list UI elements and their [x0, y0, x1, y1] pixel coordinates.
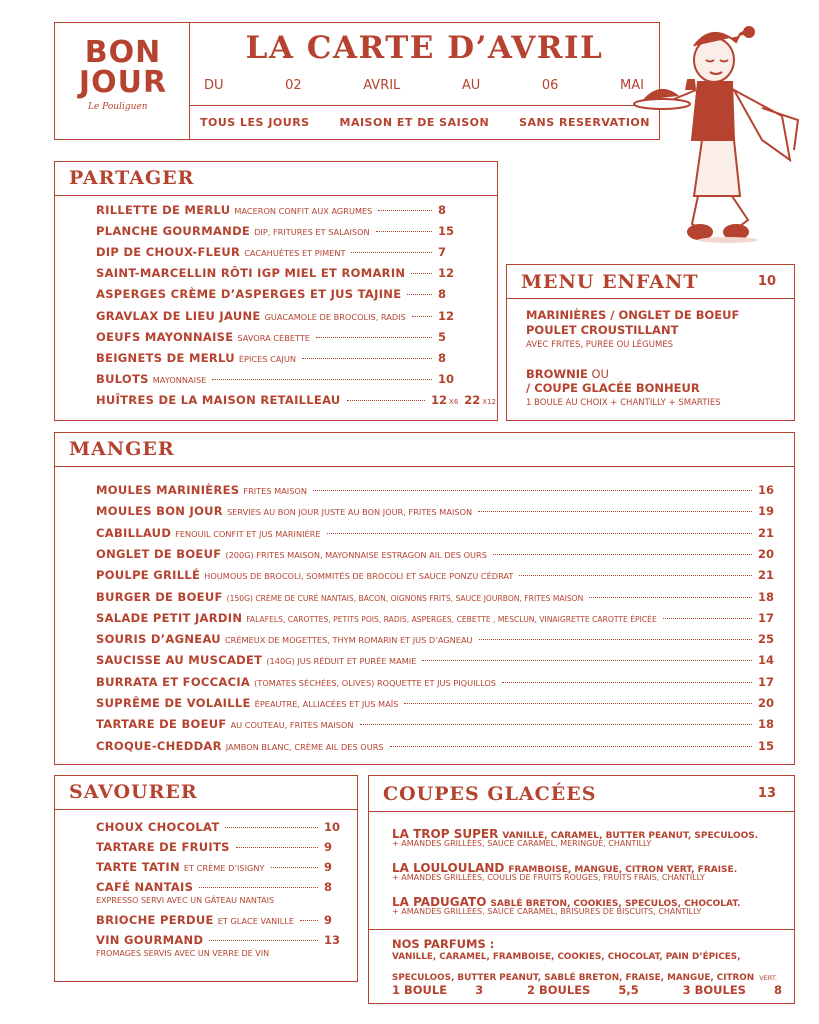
section-manger-title: MANGER — [69, 438, 175, 460]
section-enfant-header — [507, 265, 794, 299]
menu-item-price: 25 — [758, 632, 775, 647]
menu-item — [96, 526, 776, 540]
menu-item — [96, 203, 456, 217]
boule-3-price: 8 — [773, 983, 782, 997]
coupe-name: LA TROP SUPER — [392, 827, 499, 841]
coupe-extra: + AMANDES GRILLÉES, SAUCE CARAMEL, BRISURES DE BISCUITS, CHANTILLY — [392, 907, 702, 916]
menu-item-name: TARTARE DE BOEUF — [96, 717, 227, 732]
boule-1-label: 1 BOULE — [392, 983, 448, 997]
dot-leader — [407, 294, 432, 295]
menu-item-price: 17 — [758, 610, 775, 625]
section-partager-title: PARTAGER — [69, 167, 195, 189]
date-end-day: 06 — [541, 78, 559, 93]
menu-item-name: OEUFS MAYONNAISE — [96, 329, 234, 344]
boule-2-price: 5,5 — [618, 983, 639, 997]
menu-item-desc: DIP, FRITURES ET SALAISON — [254, 227, 370, 238]
date-end-month: MAI — [620, 78, 644, 93]
menu-item-name: CROQUE-CHEDDAR — [96, 738, 222, 753]
menu-item-note: EXPRESSO SERVI AVEC UN GÂTEAU NANTAIS — [96, 896, 275, 905]
menu-item-price: 10 — [438, 371, 455, 386]
menu-item-price: 7 — [438, 245, 447, 260]
date-row — [204, 78, 644, 93]
dot-leader — [327, 533, 752, 534]
dot-leader — [478, 511, 752, 512]
menu-item — [96, 504, 776, 518]
enfant-price: 10 — [757, 274, 776, 289]
menu-item — [96, 880, 342, 894]
menu-item-price: 19 — [758, 504, 775, 519]
enfant-main-line1: MARINIÈRES / ONGLET DE BOEUF — [526, 308, 740, 322]
menu-item-desc: CACAHUÈTES ET PIMENT — [244, 248, 346, 259]
menu-item — [96, 717, 776, 731]
menu-item-desc: FENOUIL CONFIT ET JUS MARINIÈRE — [175, 528, 321, 539]
menu-item — [96, 739, 776, 753]
menu-item-price: 17 — [758, 674, 775, 689]
dot-leader — [351, 252, 432, 253]
menu-item-price: 21 — [758, 568, 775, 583]
page-title: LA CARTE D’AVRIL — [245, 30, 604, 66]
dot-leader — [313, 490, 752, 491]
menu-item-price: 12 — [438, 308, 455, 323]
menu-item-name: PLANCHE GOURMANDE — [96, 224, 251, 239]
menu-item-price: 15 — [438, 224, 455, 239]
menu-item-note: FROMAGES SERVIS AVEC UN VERRE DE VIN — [96, 949, 270, 958]
menu-item-desc: (200G) FRITES MAISON, MAYONNAISE ESTRAGON AIL DES OURS — [225, 549, 487, 560]
boule-3 — [683, 983, 782, 997]
date-au: AU — [461, 78, 481, 93]
menu-item — [96, 696, 776, 710]
menu-item — [96, 653, 776, 667]
date-start-month: AVRIL — [363, 78, 401, 93]
menu-item — [96, 372, 456, 386]
boule-1 — [392, 983, 483, 997]
menu-item-price: 8 — [438, 287, 447, 302]
menu-item — [96, 547, 776, 561]
logo-line1: BON — [84, 35, 162, 70]
dot-leader — [225, 827, 318, 828]
menu-item-price-2: 22 — [464, 392, 481, 407]
dot-leader — [404, 703, 752, 704]
menu-item-name: BULOTS — [96, 371, 149, 386]
menu-item-desc: HOUMOUS DE BROCOLI, SOMMITÉS DE BROCOLI ET SAUCE PONZU CÉDRAT — [204, 571, 514, 582]
date-start-day: 02 — [285, 78, 302, 93]
dot-leader — [376, 231, 432, 232]
dot-leader — [502, 682, 752, 683]
menu-item-desc: CRÉMEUX DE MOGETTES, THYM ROMARIN ET JUS D’AGNEAU — [224, 635, 473, 646]
menu-item-price: 5 — [438, 329, 447, 344]
enfant-dessert-line1: BROWNIE — [526, 367, 588, 381]
menu-item-name: BRIOCHE PERDUE — [96, 913, 214, 927]
menu-item-desc: FRITES MAISON — [243, 486, 307, 496]
coupe-extra: + AMANDES GRILLÉES, COULIS DE FRUITS ROUGES, FRUITS FRAIS, CHANTILLY — [392, 873, 705, 882]
menu-item-name: GRAVLAX DE LIEU JAUNE — [96, 308, 261, 323]
tag-maison: MAISON ET DE SAISON — [339, 116, 490, 129]
menu-item-price: 20 — [758, 696, 775, 710]
coupe-extra: + AMANDES GRILLÉES, SAUCE CARAMEL, MERINGUE, CHANTILLY — [392, 839, 652, 848]
menu-item-name: SALADE PETIT JARDIN — [96, 610, 243, 625]
menu-item-price: 14 — [758, 653, 775, 668]
date-du: DU — [204, 78, 224, 93]
menu-item — [96, 393, 496, 407]
dot-leader — [236, 847, 318, 848]
menu-item-desc: ET CRÈME D’ISIGNY — [183, 863, 265, 873]
menu-item-desc: FALAFELS, CAROTTES, PETITS POIS, RADIS, ASPERGES, CEBETTE , MESCLUN, VINAIGRETTE CAROTTE ÉPICÉE — [246, 614, 657, 624]
dot-leader — [479, 639, 752, 640]
menu-item-name: SAINT-MARCELLIN RÔTI IGP MIEL ET ROMARIN — [96, 266, 406, 281]
parfums-line2-row — [392, 965, 777, 984]
enfant-dessert-note: 1 BOULE AU CHOIX + CHANTILLY + SMARTIES — [526, 398, 721, 408]
waiter-illustration — [632, 20, 802, 250]
enfant-main-line2: POULET CROUSTILLANT — [526, 323, 679, 337]
boule-2 — [527, 983, 639, 997]
enfant-dessert-row — [526, 367, 609, 381]
menu-item-name: VIN GOURMAND — [96, 933, 204, 947]
menu-item-name: SAUCISSE AU MUSCADET — [96, 653, 263, 668]
enfant-dessert-line2: / COUPE GLACÉE BONHEUR — [526, 381, 700, 395]
menu-item — [96, 611, 776, 625]
menu-item-price: 16 — [758, 483, 775, 497]
menu-item-desc: (140G) JUS RÉDUIT ET PURÉE MAMIE — [266, 656, 417, 667]
menu-item-name: CABILLAUD — [96, 525, 172, 540]
menu-item-price: 12 — [438, 266, 455, 281]
dot-leader — [519, 575, 752, 576]
price-unit: X6 — [449, 397, 459, 406]
dot-leader — [360, 724, 752, 725]
menu-item-name: CHOUX CHOCOLAT — [96, 820, 220, 834]
menu-item — [96, 913, 342, 927]
menu-item-desc: SAVORA CÉBETTE — [237, 332, 311, 343]
menu-item — [96, 590, 776, 604]
section-enfant-title: MENU ENFANT — [521, 271, 699, 293]
menu-item-name: ASPERGES CRÈME D’ASPERGES ET JUS TAJINE — [96, 287, 402, 302]
menu-item-desc: JAMBON BLANC, CRÈME AIL DES OURS — [225, 741, 384, 752]
parfums-line2-small: VERT. — [759, 974, 778, 982]
dot-leader — [347, 400, 425, 401]
section-partager-header — [55, 162, 497, 196]
dot-leader — [316, 337, 432, 338]
parfums-line1: VANILLE, CARAMEL, FRAMBOISE, COOKIES, CHOCOLAT, PAIN D’ÉPICES, — [392, 952, 741, 962]
menu-item-price: 8 — [438, 203, 447, 217]
menu-item-desc: MAYONNAISE — [152, 374, 207, 385]
menu-item-price: 18 — [758, 717, 775, 732]
boule-3-label: 3 BOULES — [682, 983, 746, 997]
menu-item — [96, 266, 456, 280]
price-unit-2: X12 — [482, 397, 496, 406]
menu-item-name: SUPRÊME DE VOLAILLE — [96, 696, 251, 710]
menu-item-price: 20 — [758, 546, 775, 561]
section-manger-header — [55, 433, 794, 467]
menu-item — [96, 287, 456, 301]
dot-leader — [390, 746, 752, 747]
menu-item-desc: ÉPEAUTRE, ALLIACÉES ET JUS MAÏS — [254, 699, 399, 709]
section-coupes-header — [369, 776, 794, 812]
enfant-main-note: AVEC FRITES, PURÉE OU LÉGUMES — [526, 340, 674, 350]
coupe-name: LA LOULOULAND — [392, 861, 505, 875]
section-savourer-title: SAVOURER — [69, 781, 198, 803]
menu-item — [96, 309, 456, 323]
menu-item-desc: AU COUTEAU, FRITES MAISON — [230, 720, 354, 731]
menu-item-name: CAFÉ NANTAIS — [96, 880, 194, 894]
menu-item-desc: SERVIES AU BON JOUR JUSTE AU BON JOUR, FRITES MAISON — [226, 507, 473, 518]
logo-line2: JOUR — [78, 65, 168, 100]
coupe-desc: VANILLE, CARAMEL, BUTTER PEANUT, SPECULOOS. — [502, 831, 759, 841]
dot-leader — [302, 358, 432, 359]
menu-item-name: DIP DE CHOUX-FLEUR — [96, 245, 241, 260]
menu-item — [96, 483, 776, 497]
tag-tous-les-jours: TOUS LES JOURS — [200, 116, 310, 129]
menu-item-name: BURGER DE BOEUF — [96, 589, 223, 604]
dot-leader — [209, 940, 318, 941]
dot-leader — [212, 379, 432, 380]
menu-item-price: 9 — [324, 860, 333, 874]
dot-leader — [271, 867, 318, 868]
menu-item-name: BEIGNETS DE MERLU — [96, 350, 235, 365]
dot-leader — [300, 920, 318, 921]
menu-item-name: MOULES MARINIÈRES — [96, 483, 240, 497]
header-hline — [189, 105, 660, 106]
menu-item-desc: GUACAMOLE DE BROCOLIS, RADIS — [264, 311, 406, 322]
coupes-price: 13 — [757, 786, 776, 801]
boule-2-label: 2 BOULES — [526, 983, 591, 997]
menu-item-name: ONGLET DE BOEUF — [96, 546, 222, 561]
menu-item — [96, 820, 342, 834]
dot-leader — [411, 273, 432, 274]
menu-item-name: RILLETTE DE MERLU — [96, 203, 231, 217]
menu-item-name: HUÎTRES DE LA MAISON RETAILLEAU — [96, 392, 341, 407]
menu-item-name: TARTARE DE FRUITS — [96, 840, 230, 854]
menu-item — [96, 675, 776, 689]
menu-item-desc: (TOMATES SÉCHÉES, OLIVES) ROQUETTE ET JUS PIQUILLOS — [254, 677, 496, 688]
enfant-dessert-or: OU — [591, 367, 609, 381]
menu-item-desc: MACERON CONFIT AUX AGRUMES — [234, 206, 373, 216]
menu-item-price: 13 — [324, 933, 341, 947]
menu-item — [96, 632, 776, 646]
menu-item — [96, 330, 456, 344]
menu-item-price: 18 — [758, 589, 775, 604]
coupes-divider — [368, 929, 795, 930]
menu-item-price: 21 — [758, 525, 775, 540]
section-coupes-title: COUPES GLACÉES — [383, 783, 597, 805]
menu-item-name: SOURIS D’AGNEAU — [96, 632, 221, 647]
tag-sans-reservation: SANS RESERVATION — [519, 116, 650, 129]
menu-item — [96, 568, 776, 582]
dot-leader — [412, 316, 432, 317]
menu-item-desc: ÉPICES CAJUN — [238, 353, 296, 364]
menu-item-desc: ET GLACE VANILLE — [217, 916, 295, 926]
coupe-desc: SABLÉ BRETON, COOKIES, SPECULOS, CHOCOLAT. — [490, 899, 741, 909]
menu-item — [96, 840, 342, 854]
logo-place: Le Pouliguen — [88, 102, 148, 112]
dot-leader — [422, 660, 752, 661]
menu-item-price: 10 — [324, 820, 341, 834]
menu-item-name: MOULES BON JOUR — [96, 504, 223, 519]
boule-1-price: 3 — [475, 983, 484, 997]
menu-item-price: 9 — [324, 913, 333, 927]
menu-item-name: BURRATA ET FOCCACIA — [96, 674, 251, 689]
boules-row — [392, 983, 782, 997]
parfums-line2: SPECULOOS, BUTTER PEANUT, SABLÉ BRETON, FRAISE, MANGUE, CITRON — [392, 973, 755, 983]
menu-item-price: 12 — [431, 392, 448, 407]
menu-item-name: POULPE GRILLÉ — [96, 568, 201, 583]
logo — [60, 35, 186, 112]
dot-leader — [663, 618, 752, 619]
menu-item-price: 9 — [324, 840, 333, 854]
menu-item — [96, 224, 456, 238]
dot-leader — [493, 554, 752, 555]
menu-item-desc: (150G) CRÈME DE CURÉ NANTAIS, BACON, OIGNONS FRITS, SAUCE JOURBON, FRITES MAISON — [226, 593, 584, 603]
menu-item — [96, 860, 342, 874]
menu-item-price: 8 — [438, 350, 447, 365]
menu-item-price: 8 — [324, 880, 333, 894]
dot-leader — [378, 210, 432, 211]
dot-leader — [199, 887, 318, 888]
menu-item — [96, 933, 342, 947]
parfums-title: NOS PARFUMS : — [392, 937, 495, 951]
menu-item-price: 15 — [758, 738, 775, 753]
menu-item — [96, 245, 456, 259]
coupe-desc: FRAMBOISE, MANGUE, CITRON VERT, FRAISE. — [508, 865, 738, 875]
section-savourer-header — [55, 776, 357, 810]
menu-item — [96, 351, 456, 365]
dot-leader — [589, 597, 752, 598]
tag-row — [200, 116, 650, 129]
coupe-name: LA PADUGATO — [392, 895, 487, 909]
menu-item-name: TARTE TATIN — [96, 860, 180, 874]
